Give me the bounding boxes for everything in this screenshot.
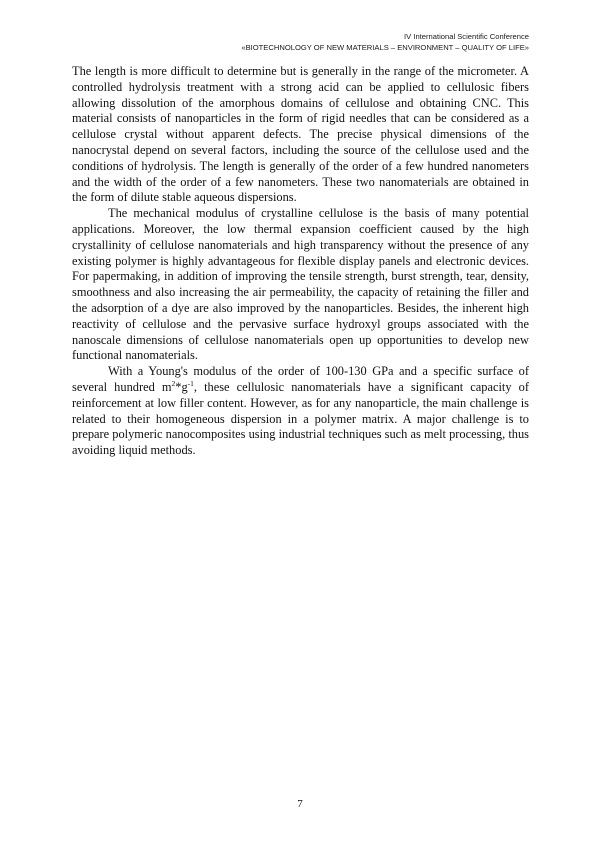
body-text: [72, 64, 529, 459]
paragraph-3-end: , these cellulosic nanomaterials have a significant capacity of reinforcement at low filler content. However, as for any nanoparticle, the main challenge is related to their homogeneous dispersion in a polymer matrix. A major challenge is to prepare polymeric nanocomposites using industrial techniques such as melt processing, thus avoiding liquid methods.: [72, 379, 529, 458]
superscript-2: 2: [171, 378, 176, 388]
superscript-minus-1: -1: [187, 378, 194, 388]
paragraph-3-unit: *g: [175, 379, 188, 394]
page-number: 7: [297, 798, 303, 810]
running-header: [241, 32, 529, 53]
paragraph-2: The mechanical modulus of crystalline cellulose is the basis of many potential applications. Moreover, the low thermal expansion coefficient caused by the high crystallinity of cellulose nanomaterials and high transparency without the presence of any existing polymer is highly advantageous for flexible display panels and electronic devices. For papermaking, in addition of improving the tensile strength, burst strength, tear, density, smoothness and also increasing the air permeability, the capacity of retaining the filler and the adsorption of a dye are also improved by the nanoparticles. Besides, the inherent high reactivity of cellulose and the pervasive surface hydroxyl groups associated with the nanoscale dimensions of cellulose nanomaterials open up opportunities to develop new functional nanomaterials.: [72, 206, 529, 363]
header-conference-theme: «BIOTECHNOLOGY OF NEW MATERIALS – ENVIRONMENT – QUALITY OF LIFE»: [241, 42, 529, 52]
paragraph-1: The length is more difficult to determine but is generally in the range of the micrometer. A controlled hydrolysis treatment with a strong acid can be applied to cellulosic fibers allowing dissolution of the amorphous domains of cellulose and obtaining CNC. This material consists of nanoparticles in the form of rigid needles that can be considered as a cellulose crystal without apparent defects. The precise physical dimensions of the nanocrystal depend on several factors, including the source of the cellulose used and the conditions of hydrolysis. The length is generally of the order of a few hundred nanometers and the width of the order of a few nanometers. These two nanomaterials are obtained in the form of dilute stable aqueous dispersions.: [72, 64, 529, 205]
header-conference-title: IV International Scientific Conference: [404, 32, 529, 41]
paragraph-3-start: With a Young's modulus of the order of 100-130 GPa and a specific surface of several hundred m: [72, 364, 529, 394]
paragraph-3: [72, 364, 529, 459]
